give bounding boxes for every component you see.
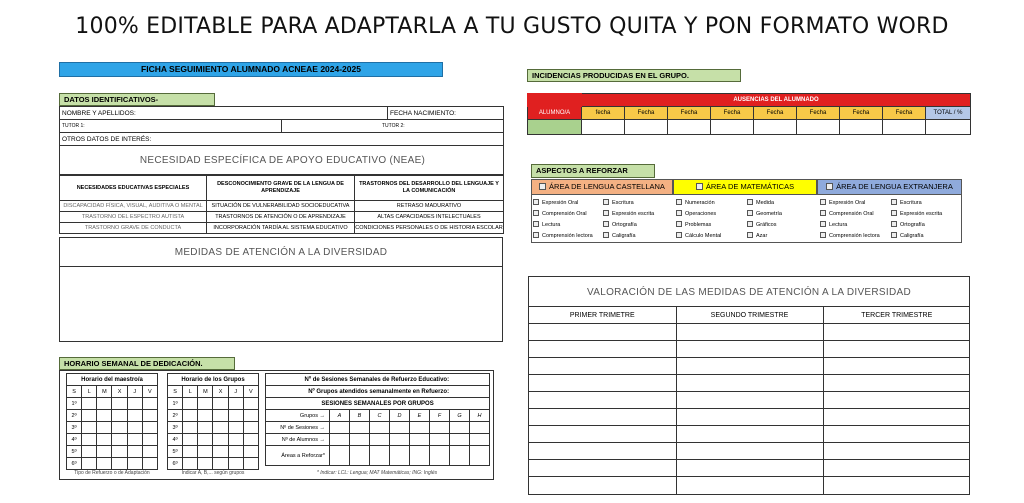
- ausencias-table: [527, 93, 971, 135]
- ausencia-cell[interactable]: [625, 120, 668, 135]
- area-lengua-castellana[interactable]: ÁREA DE LENGUA CASTELLANA: [531, 179, 673, 195]
- maestro-title: Horario del maestro/a: [67, 374, 158, 386]
- checkbox-icon[interactable]: [676, 232, 682, 238]
- grupos-row-label: Grupos →: [266, 410, 330, 422]
- period-label: 2º: [67, 410, 82, 422]
- form-title: FICHA SEGUIMIENTO ALUMNADO ACNEAE 2024-2025: [59, 62, 443, 77]
- fecha-header[interactable]: fecha: [582, 107, 625, 120]
- n-grupos-label[interactable]: Nº Grupos atendidos semanalmente en Refuerzo:: [266, 386, 490, 398]
- day-header: X: [213, 386, 228, 398]
- valoracion-cell[interactable]: [823, 409, 970, 426]
- schedule-cell[interactable]: [97, 422, 112, 434]
- ident-table: [59, 106, 504, 175]
- alumnos-cell[interactable]: [350, 434, 370, 446]
- alumno-cell[interactable]: [528, 120, 582, 135]
- aspect-item[interactable]: Geometría: [747, 210, 782, 217]
- day-header: M: [198, 386, 213, 398]
- alumnos-cell[interactable]: [410, 434, 430, 446]
- valoracion-cell[interactable]: [676, 324, 823, 341]
- checkbox-icon[interactable]: [603, 199, 609, 205]
- valoracion-cell[interactable]: [529, 409, 676, 426]
- aspect-item[interactable]: Cálculo Mental: [676, 232, 721, 239]
- alumnos-cell[interactable]: [430, 434, 450, 446]
- aspect-item[interactable]: Escritura: [891, 199, 922, 206]
- schedule-cell[interactable]: [97, 446, 112, 458]
- aspect-item[interactable]: Lectura: [820, 221, 847, 228]
- alumnos-cell[interactable]: [370, 434, 390, 446]
- areas-cell[interactable]: [390, 446, 410, 466]
- checkbox-icon[interactable]: [676, 221, 682, 227]
- medidas-section: [59, 237, 503, 342]
- aspect-item[interactable]: Ortografía: [603, 221, 637, 228]
- fecha-header[interactable]: Fecha: [797, 107, 840, 120]
- valoracion-cell[interactable]: [529, 443, 676, 460]
- aspect-item[interactable]: Gráficos: [747, 221, 776, 228]
- medidas-title: MEDIDAS DE ATENCIÓN A LA DIVERSIDAD: [174, 247, 388, 258]
- maestro-footnote: Tipo de Refuerzo o de Adaptación: [74, 470, 150, 476]
- valoracion-title: VALORACIÓN DE LAS MEDIDAS DE ATENCIÓN A LA DIVERSIDAD: [587, 287, 911, 298]
- checkbox-icon[interactable]: [603, 232, 609, 238]
- checkbox-icon[interactable]: [891, 199, 897, 205]
- schedule-cell[interactable]: [183, 446, 198, 458]
- group-letter: F: [430, 410, 450, 422]
- period-label: 4º: [67, 434, 82, 446]
- schedule-cell[interactable]: [112, 422, 127, 434]
- schedule-cell[interactable]: [183, 398, 198, 410]
- ausencia-cell[interactable]: [754, 120, 797, 135]
- valoracion-cell[interactable]: [823, 341, 970, 358]
- area-lengua-extranjera[interactable]: ÁREA DE LENGUA EXTRANJERA: [817, 179, 962, 195]
- schedule-cell[interactable]: [213, 434, 228, 446]
- checkbox-icon[interactable]: [891, 232, 897, 238]
- ausencia-cell[interactable]: [840, 120, 883, 135]
- day-header: J: [127, 386, 142, 398]
- group-letter: B: [350, 410, 370, 422]
- horario-section-label: HORARIO SEMANAL DE DEDICACIÓN.: [59, 357, 235, 370]
- fecha-header[interactable]: Fecha: [754, 107, 797, 120]
- schedule-cell[interactable]: [142, 410, 157, 422]
- valoracion-cell[interactable]: [823, 426, 970, 443]
- schedule-cell[interactable]: [82, 458, 97, 470]
- day-header: L: [183, 386, 198, 398]
- schedule-cell[interactable]: [213, 398, 228, 410]
- valoracion-cell[interactable]: [823, 443, 970, 460]
- valoracion-cell[interactable]: [676, 358, 823, 375]
- period-label: 5º: [168, 446, 183, 458]
- valoracion-cell[interactable]: [823, 460, 970, 477]
- schedule-cell[interactable]: [127, 410, 142, 422]
- horario-box: [59, 370, 494, 480]
- alumnos-cell[interactable]: [450, 434, 470, 446]
- day-header: M: [97, 386, 112, 398]
- alumnos-cell[interactable]: [330, 434, 350, 446]
- neae-option[interactable]: INCORPORACIÓN TARDÍA AL SISTEMA EDUCATIVO: [207, 223, 355, 234]
- aspectos-box: [531, 179, 962, 243]
- sesiones-title: SESIONES SEMANALES POR GRUPOS: [266, 398, 490, 410]
- schedule-cell[interactable]: [82, 446, 97, 458]
- neae-option[interactable]: ALTAS CAPACIDADES INTELECTUALES: [355, 212, 504, 223]
- schedule-cell[interactable]: [198, 422, 213, 434]
- neae-header: TRASTORNOS DEL DESARROLLO DEL LENGUAJE Y LA COMUNICACIÓN: [355, 176, 504, 201]
- sesiones-cell[interactable]: [350, 422, 370, 434]
- valoracion-cell[interactable]: [676, 375, 823, 392]
- aspect-item[interactable]: Expresión escrita: [603, 210, 654, 217]
- period-label: 5º: [67, 446, 82, 458]
- sesiones-cell[interactable]: [410, 422, 430, 434]
- valoracion-cell[interactable]: [676, 392, 823, 409]
- grupos-schedule: [167, 373, 259, 470]
- schedule-cell[interactable]: [183, 410, 198, 422]
- valoracion-cell[interactable]: [529, 375, 676, 392]
- fecha-header[interactable]: Fecha: [840, 107, 883, 120]
- ausencia-cell[interactable]: [668, 120, 711, 135]
- ausencias-title: AUSENCIAS DEL ALUMNADO: [582, 94, 971, 107]
- sesiones-table: [265, 373, 490, 466]
- schedule-cell[interactable]: [243, 410, 258, 422]
- schedule-cell[interactable]: [198, 458, 213, 470]
- checkbox-icon[interactable]: [533, 232, 539, 238]
- day-header: X: [112, 386, 127, 398]
- checkbox-icon[interactable]: [603, 210, 609, 216]
- valoracion-cell[interactable]: [823, 375, 970, 392]
- fecha-header[interactable]: Fecha: [711, 107, 754, 120]
- schedule-cell[interactable]: [97, 410, 112, 422]
- aspect-item[interactable]: Ortografía: [891, 221, 925, 228]
- period-label: 3º: [67, 422, 82, 434]
- aspect-item[interactable]: Expresión Oral: [820, 199, 865, 206]
- schedule-cell[interactable]: [82, 398, 97, 410]
- neae-option[interactable]: TRASTORNO DEL ESPECTRO AUTISTA: [60, 212, 207, 223]
- aspect-item[interactable]: Operaciones: [676, 210, 716, 217]
- maestro-schedule: [66, 373, 158, 470]
- nalumnos-row-label: Nº de Alumnos →: [266, 434, 330, 446]
- aspect-item[interactable]: Escritura: [603, 199, 634, 206]
- schedule-cell[interactable]: [243, 422, 258, 434]
- schedule-cell[interactable]: [127, 446, 142, 458]
- aspect-item[interactable]: Comprensión lectora: [820, 232, 880, 239]
- schedule-cell[interactable]: [112, 458, 127, 470]
- aspect-item[interactable]: Numeración: [676, 199, 715, 206]
- ausencia-cell[interactable]: [797, 120, 840, 135]
- aspect-item[interactable]: Expresión escrita: [891, 210, 942, 217]
- day-header: V: [243, 386, 258, 398]
- valoracion-cell[interactable]: [676, 443, 823, 460]
- day-header: J: [228, 386, 243, 398]
- sesiones-cell[interactable]: [470, 422, 490, 434]
- schedule-cell[interactable]: [127, 422, 142, 434]
- valoracion-section: [528, 276, 970, 495]
- valoracion-cell[interactable]: [529, 460, 676, 477]
- schedule-cell[interactable]: [127, 434, 142, 446]
- alumno-header: ALUMNO/A: [528, 107, 582, 120]
- checkbox-icon[interactable]: [747, 221, 753, 227]
- grupos-title: Horario de los Grupos: [168, 374, 259, 386]
- area-matematicas[interactable]: ÁREA DE MATEMÁTICAS: [673, 179, 817, 195]
- checkbox-icon[interactable]: [820, 232, 826, 238]
- checkbox-icon[interactable]: [747, 232, 753, 238]
- schedule-cell[interactable]: [82, 434, 97, 446]
- day-header: S: [67, 386, 82, 398]
- checkbox-icon[interactable]: [820, 199, 826, 205]
- headline: 100% EDITABLE PARA ADAPTARLA A TU GUSTO QUITA Y PON FORMATO WORD: [75, 14, 949, 39]
- aspect-item[interactable]: Comprensión Oral: [533, 210, 587, 217]
- schedule-cell[interactable]: [198, 398, 213, 410]
- neae-option[interactable]: TRASTORNO GRAVE DE CONDUCTA: [60, 223, 207, 234]
- schedule-cell[interactable]: [243, 434, 258, 446]
- aspectos-section-label: ASPECTOS A REFORZAR: [531, 164, 655, 178]
- neae-option[interactable]: TRASTORNOS DE ATENCIÓN O DE APRENDIZAJE: [207, 212, 355, 223]
- period-label: 3º: [168, 422, 183, 434]
- valoracion-cell[interactable]: [823, 324, 970, 341]
- fecha-header[interactable]: Fecha: [668, 107, 711, 120]
- schedule-cell[interactable]: [228, 422, 243, 434]
- aspect-item[interactable]: Lectura: [533, 221, 560, 228]
- areas-cell[interactable]: [450, 446, 470, 466]
- nsesiones-row-label: Nº de Sesiones →: [266, 422, 330, 434]
- otros-datos-field[interactable]: OTROS DATOS DE INTERÉS:: [60, 133, 504, 146]
- checkbox-icon[interactable]: [747, 199, 753, 205]
- day-header: V: [142, 386, 157, 398]
- schedule-cell[interactable]: [127, 458, 142, 470]
- areas-row-label: Áreas a Reforzar*: [266, 446, 330, 466]
- neae-title-cell: [60, 146, 504, 175]
- ausencia-cell[interactable]: [582, 120, 625, 135]
- neae-header: NECESIDADES EDUCATIVAS ESPECIALES: [60, 176, 207, 201]
- schedule-cell[interactable]: [228, 410, 243, 422]
- schedule-cell[interactable]: [243, 446, 258, 458]
- valoracion-cell[interactable]: [823, 392, 970, 409]
- sesiones-cell[interactable]: [450, 422, 470, 434]
- incidencias-section-label: INCIDENCIAS PRODUCIDAS EN EL GRUPO.: [527, 69, 741, 82]
- valoracion-cell[interactable]: [529, 477, 676, 494]
- fecha-nacimiento-field[interactable]: FECHA NACIMIENTO:: [388, 107, 504, 120]
- aspect-item[interactable]: Comprensión lectora: [533, 232, 593, 239]
- schedule-cell[interactable]: [127, 398, 142, 410]
- schedule-cell[interactable]: [228, 446, 243, 458]
- fecha-header[interactable]: Fecha: [883, 107, 926, 120]
- schedule-cell[interactable]: [198, 434, 213, 446]
- schedule-cell[interactable]: [213, 458, 228, 470]
- valoracion-cell[interactable]: [676, 341, 823, 358]
- period-label: 1º: [67, 398, 82, 410]
- checkbox-icon[interactable]: [676, 210, 682, 216]
- aspect-item[interactable]: Comprensión Oral: [820, 210, 874, 217]
- schedule-cell[interactable]: [213, 422, 228, 434]
- checkbox-icon[interactable]: [603, 221, 609, 227]
- alumnos-cell[interactable]: [390, 434, 410, 446]
- schedule-cell[interactable]: [213, 446, 228, 458]
- schedule-cell[interactable]: [97, 434, 112, 446]
- schedule-cell[interactable]: [112, 398, 127, 410]
- day-header: L: [82, 386, 97, 398]
- checkbox-icon[interactable]: [891, 210, 897, 216]
- schedule-cell[interactable]: [198, 446, 213, 458]
- areas-cell[interactable]: [470, 446, 490, 466]
- alumnos-cell[interactable]: [470, 434, 490, 446]
- group-letter: G: [450, 410, 470, 422]
- schedule-cell[interactable]: [213, 410, 228, 422]
- period-label: 6º: [168, 458, 183, 470]
- schedule-cell[interactable]: [112, 434, 127, 446]
- fecha-header[interactable]: Fecha: [625, 107, 668, 120]
- schedule-cell[interactable]: [97, 458, 112, 470]
- period-label: 4º: [168, 434, 183, 446]
- aspect-item[interactable]: Caligrafía: [603, 232, 636, 239]
- schedule-cell[interactable]: [142, 422, 157, 434]
- trimestre-header: PRIMER TRIMETRE: [529, 307, 676, 324]
- checkbox-icon[interactable]: [676, 199, 682, 205]
- ausencia-cell[interactable]: [711, 120, 754, 135]
- trimestre-header: SEGUNDO TRIMESTRE: [676, 307, 823, 324]
- schedule-cell[interactable]: [228, 434, 243, 446]
- areas-cell[interactable]: [350, 446, 370, 466]
- ausencias-spacer: [528, 94, 582, 107]
- valoracion-cell[interactable]: [823, 477, 970, 494]
- schedule-cell[interactable]: [142, 398, 157, 410]
- group-letter: A: [330, 410, 350, 422]
- areas-cell[interactable]: [370, 446, 390, 466]
- schedule-cell[interactable]: [142, 458, 157, 470]
- checkbox-icon[interactable]: [533, 221, 539, 227]
- schedule-cell[interactable]: [183, 422, 198, 434]
- schedule-cell[interactable]: [243, 398, 258, 410]
- neae-table: [59, 175, 504, 234]
- schedule-cell[interactable]: [183, 458, 198, 470]
- group-letter: H: [470, 410, 490, 422]
- day-header: S: [168, 386, 183, 398]
- schedule-cell[interactable]: [198, 410, 213, 422]
- ausencia-cell[interactable]: [883, 120, 926, 135]
- aspect-item[interactable]: Medida: [747, 199, 774, 206]
- sesiones-cell[interactable]: [430, 422, 450, 434]
- total-header: TOTAL / %: [926, 107, 971, 120]
- neae-header: DESCONOCIMIENTO GRAVE DE LA LENGUA DE APRENDIZAJE: [207, 176, 355, 201]
- trimestre-header: TERCER TRIMESTRE: [823, 307, 970, 324]
- checkbox-icon[interactable]: [533, 199, 539, 205]
- aspect-item[interactable]: Azar: [747, 232, 767, 239]
- nombre-field[interactable]: NOMBRE Y APELLIDOS:: [60, 107, 388, 120]
- aspect-item[interactable]: Problemas: [676, 221, 711, 228]
- valoracion-cell[interactable]: [529, 426, 676, 443]
- valoracion-cell[interactable]: [823, 358, 970, 375]
- valoracion-cell[interactable]: [676, 409, 823, 426]
- areas-cell[interactable]: [330, 446, 350, 466]
- sesiones-cell[interactable]: [330, 422, 350, 434]
- n-sesiones-label[interactable]: Nº de Sesiones Semanales de Refuerzo Educativo:: [266, 374, 490, 386]
- period-label: 2º: [168, 410, 183, 422]
- tutor2-field[interactable]: TUTOR 2:: [282, 120, 504, 133]
- checkbox-icon[interactable]: [539, 183, 546, 190]
- period-label: 6º: [67, 458, 82, 470]
- schedule-cell[interactable]: [82, 422, 97, 434]
- checkbox-icon[interactable]: [747, 210, 753, 216]
- schedule-cell[interactable]: [112, 410, 127, 422]
- sesiones-cell[interactable]: [390, 422, 410, 434]
- tutor1-field[interactable]: TUTOR 1:: [60, 120, 282, 133]
- checkbox-icon[interactable]: [891, 221, 897, 227]
- valoracion-cell[interactable]: [529, 341, 676, 358]
- schedule-cell[interactable]: [97, 398, 112, 410]
- checkbox-icon[interactable]: [820, 221, 826, 227]
- total-cell[interactable]: [926, 120, 971, 135]
- schedule-cell[interactable]: [228, 458, 243, 470]
- period-label: 1º: [168, 398, 183, 410]
- valoracion-table: [529, 306, 970, 494]
- valoracion-cell[interactable]: [676, 477, 823, 494]
- neae-option[interactable]: CONDICIONES PERSONALES O DE HISTORIA ESCOLAR: [355, 223, 504, 234]
- group-letter: D: [390, 410, 410, 422]
- schedule-cell[interactable]: [142, 446, 157, 458]
- valoracion-cell[interactable]: [676, 460, 823, 477]
- checkbox-icon[interactable]: [533, 210, 539, 216]
- areas-cell[interactable]: [430, 446, 450, 466]
- valoracion-cell[interactable]: [529, 324, 676, 341]
- schedule-cell[interactable]: [82, 410, 97, 422]
- neae-option[interactable]: RETRASO MADURATIVO: [355, 201, 504, 212]
- valoracion-cell[interactable]: [676, 426, 823, 443]
- divider: [60, 266, 502, 267]
- sesiones-cell[interactable]: [370, 422, 390, 434]
- indicar-footnote: * Indicar: LCL: Lengua; MAT Matemáticas; ING: Inglés: [316, 470, 438, 476]
- areas-cell[interactable]: [410, 446, 430, 466]
- group-letter: E: [410, 410, 430, 422]
- schedule-cell[interactable]: [183, 434, 198, 446]
- grupos-footnote: Indicar A, B,... según grupos: [181, 470, 245, 476]
- checkbox-icon[interactable]: [696, 183, 703, 190]
- schedule-cell[interactable]: [228, 398, 243, 410]
- schedule-cell[interactable]: [243, 458, 258, 470]
- valoracion-cell[interactable]: [529, 392, 676, 409]
- aspect-item[interactable]: Expresión Oral: [533, 199, 578, 206]
- checkbox-icon[interactable]: [826, 183, 833, 190]
- neae-option[interactable]: SITUACIÓN DE VULNERABILIDAD SOCIOEDUCATIVA: [207, 201, 355, 212]
- neae-option[interactable]: DISCAPACIDAD FÍSICA, VISUAL, AUDITIVA O MENTAL: [60, 201, 207, 212]
- schedule-cell[interactable]: [112, 446, 127, 458]
- schedule-cell[interactable]: [142, 434, 157, 446]
- valoracion-cell[interactable]: [529, 358, 676, 375]
- group-letter: C: [370, 410, 390, 422]
- ident-section-label: DATOS IDENTIFICATIVOS-: [59, 93, 215, 106]
- neae-title: NECESIDAD ESPECÍFICA DE APOYO EDUCATIVO (NEAE): [139, 154, 426, 166]
- aspect-item[interactable]: Caligrafía: [891, 232, 924, 239]
- checkbox-icon[interactable]: [820, 210, 826, 216]
